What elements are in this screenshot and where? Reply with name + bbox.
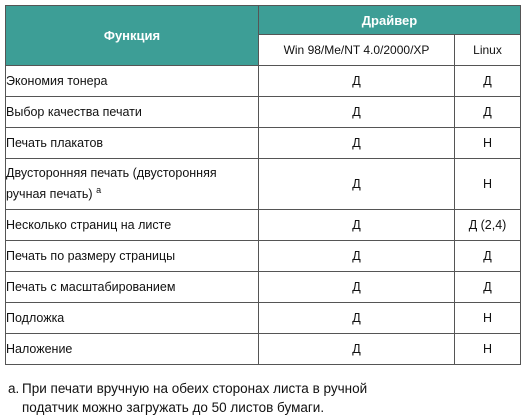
linux-value: Д	[455, 241, 521, 272]
function-label: Печать с масштабированием	[6, 279, 176, 294]
table-row	[6, 241, 521, 272]
function-cell	[6, 334, 259, 365]
function-label: Двусторонняя печать (двусторонняя ручная печать)	[6, 166, 217, 201]
linux-value: Н	[455, 159, 521, 210]
windows-value: Д	[259, 303, 455, 334]
table-row	[6, 159, 521, 210]
table-body	[6, 66, 521, 365]
linux-value: Н	[455, 303, 521, 334]
function-label: Выбор качества печати	[6, 104, 142, 119]
linux-value: Н	[455, 334, 521, 365]
linux-value: Д (2,4)	[455, 210, 521, 241]
header-function: Функция	[6, 6, 259, 66]
header-row-top	[6, 6, 521, 35]
function-label: Наложение	[6, 341, 73, 356]
footnote-line-1	[8, 379, 523, 398]
windows-value: Д	[259, 128, 455, 159]
table-row	[6, 210, 521, 241]
windows-value: Д	[259, 159, 455, 210]
function-cell	[6, 128, 259, 159]
linux-value: Д	[455, 97, 521, 128]
windows-value: Д	[259, 66, 455, 97]
windows-value: Д	[259, 334, 455, 365]
function-label: Подложка	[6, 310, 65, 325]
footnote-text-1: При печати вручную на обеих сторонах листа в ручной	[22, 381, 368, 396]
function-label: Печать по размеру страницы	[6, 248, 176, 263]
windows-value: Д	[259, 210, 455, 241]
function-label: Экономия тонера	[6, 73, 108, 88]
feature-table-container	[5, 5, 520, 365]
linux-value: Д	[455, 66, 521, 97]
footnote-marker: a	[96, 184, 102, 195]
function-label: Печать плакатов	[6, 135, 104, 150]
function-cell	[6, 303, 259, 334]
function-cell	[6, 97, 259, 128]
footnote	[8, 379, 523, 417]
windows-value: Д	[259, 97, 455, 128]
table-row	[6, 334, 521, 365]
linux-value: Д	[455, 272, 521, 303]
function-cell	[6, 66, 259, 97]
table-row	[6, 128, 521, 159]
table-row	[6, 66, 521, 97]
linux-value: Н	[455, 128, 521, 159]
function-label: Несколько страниц на листе	[6, 217, 172, 232]
header-windows: Win 98/Me/NT 4.0/2000/XP	[259, 35, 455, 66]
table-row	[6, 303, 521, 334]
function-cell	[6, 159, 259, 210]
table-header	[6, 6, 521, 66]
windows-value: Д	[259, 241, 455, 272]
function-cell	[6, 210, 259, 241]
footnote-text-2: податчик можно загружать до 50 листов бумаги.	[22, 400, 325, 415]
function-cell	[6, 272, 259, 303]
header-linux: Linux	[455, 35, 521, 66]
driver-feature-table	[5, 5, 521, 365]
footnote-mark: a.	[8, 381, 20, 396]
header-driver: Драйвер	[259, 6, 521, 35]
function-cell	[6, 241, 259, 272]
table-row	[6, 272, 521, 303]
footnote-line-2	[8, 398, 523, 417]
windows-value: Д	[259, 272, 455, 303]
table-row	[6, 97, 521, 128]
